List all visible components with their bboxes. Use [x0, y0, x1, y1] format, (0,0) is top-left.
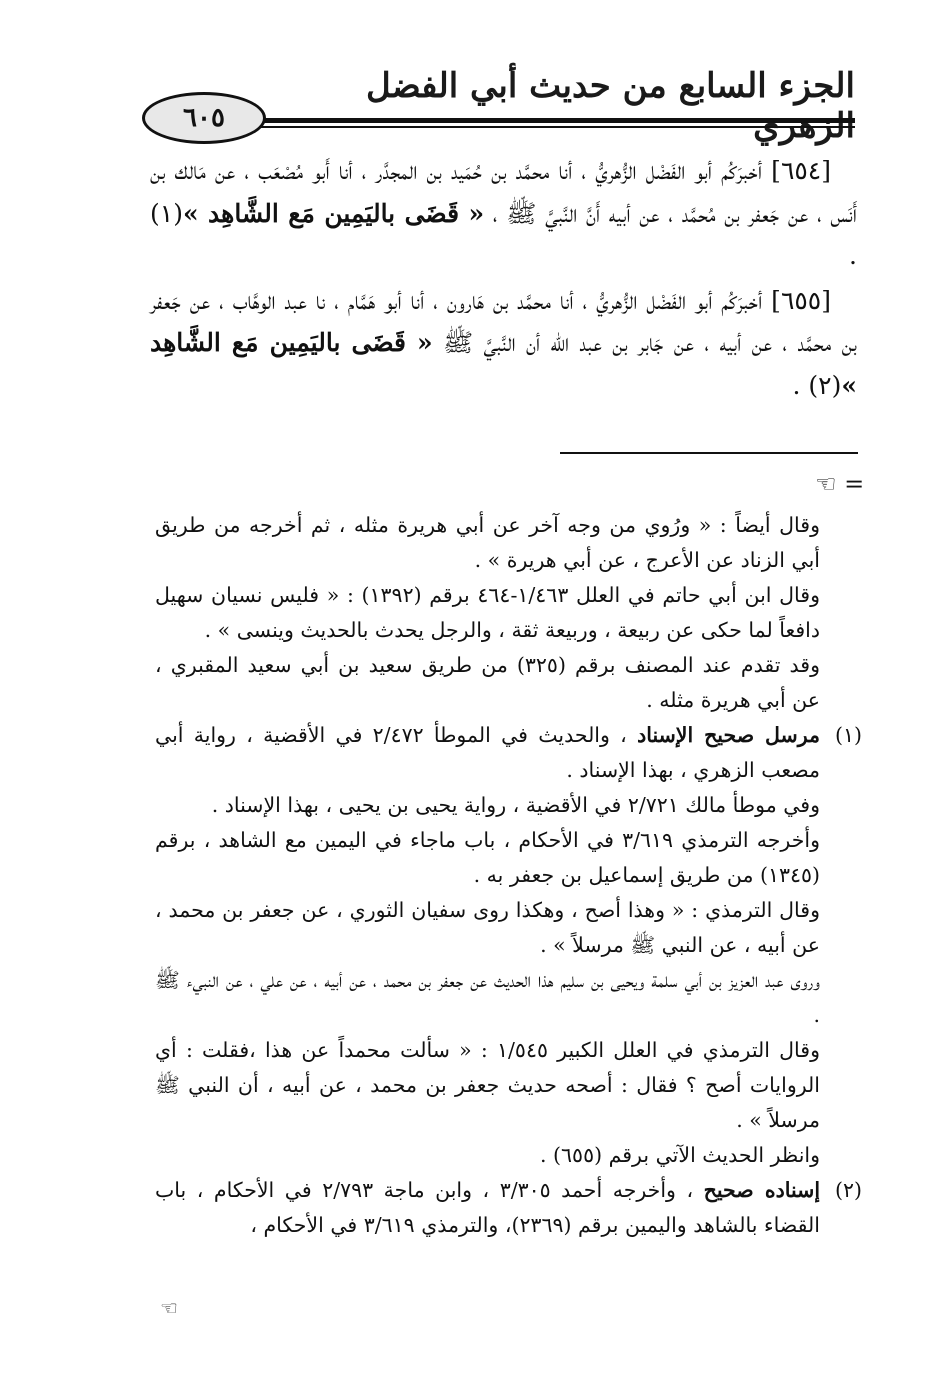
- footnote-2: [155, 1173, 862, 1243]
- note-line: وقد تقدم عند المصنف برقم (٣٢٥) من طريق سعيد بن أبي سعيد المقبري ، عن أبي هريرة مثله .: [155, 653, 820, 712]
- hadith-tail: (٢) .: [792, 370, 842, 400]
- footnote-grade: إسناده صحيح: [703, 1178, 821, 1202]
- note-line: وقال الترمذي في العلل الكبير ١/٥٤٥ : « سألت محمداً عن هذا ،فقلت : أي الروايات أصح ؟ فقال : أصحه حديث جعفر بن محمد ، عن أبيه ، أن النبي ﷺ مرسلاً » .: [155, 1038, 821, 1132]
- header-rule-thin: [236, 126, 855, 128]
- hadith-tail: (١) .: [150, 198, 857, 270]
- hadith-655: [150, 280, 857, 408]
- running-header-title: الجزء السابع من حديث أبي الفضل: [365, 66, 855, 106]
- footnote-separator: [560, 452, 858, 454]
- hadith-654: [150, 150, 857, 278]
- note-line: وأخرجه الترمذي ٣/٦١٩ في الأحكام ، باب ماجاء في اليمين مع الشاهد ، برقم (١٣٤٥) من طريق إسماعيل بن جعفر به .: [155, 828, 820, 887]
- page-continue-icon: ☜: [160, 1296, 178, 1320]
- note-line: وقال الترمذي : « وهذا أصح ، وهكذا روى سفيان الثوري ، عن جعفر بن محمد ، عن أبيه ، عن النبي ﷺ مرسلاً » .: [155, 898, 820, 957]
- footnote-1: [155, 718, 862, 788]
- footnote-grade: مرسل صحيح الإسناد: [637, 723, 821, 747]
- hadith-quote: « قَضَى باليَمِين مَع الشَّاهِد »: [182, 198, 485, 228]
- footnote-lead: ، وأخرجه أحمد ٣/٣٠٥ ، وابن ماجة ٢/٧٩٣ في الأحكام ، باب القضاء بالشاهد واليمين برقم (٢٣٦٩)، والترمذي ٣/٦١٩ في الأحكام ،: [155, 1178, 820, 1237]
- note-line: وقال أيضاً : « ورُوي من وجه آخر عن أبي هريرة مثله ، ثم أخرجه من طريق أبي الزناد عن الأعرج ، عن أبي هريرة » .: [155, 513, 820, 572]
- header-rule: [236, 118, 855, 123]
- hadith-text: [٦٥٥] أخبرَكُم أبو الفَضْل الزُّهريُّ ، أنا محمَّد بن هَارون ، أنا أبو هَمَّام ، نا عبد الوهَّاب ، عن جَعفر بن محمَّد ، عن أبيه ، عن جَابر بن عبد الله أن النَّبيَّ ﷺ: [150, 285, 857, 357]
- note-line: وانظر الحديث الآتي برقم (٦٥٥) .: [540, 1143, 820, 1167]
- footnote-lead: ، والحديث في الموطأ ٢/٤٧٢ في الأقضية ، رواية أبي مصعب الزهري ، بهذا الإسناد .: [155, 723, 820, 782]
- continuation-marker: = ☜: [815, 470, 865, 498]
- main-text: [150, 150, 857, 407]
- note-line: وروى عبد العزيز بن أبي سلمة ويحيى بن سليم هذا الحديث عن جعفر بن محمد ، عن أبيه ، عن علي ، عن النبيء ﷺ .: [155, 968, 820, 1027]
- note-line: وقال ابن أبي حاتم في العلل ١/٤٦٣-٤٦٤ برقم (١٣٩٢) : « فليس نسيان سهيل دافعاً لما حكى عن ربيعة ، وربيعة ثقة ، والرجل يحدث بالحديث وينسى » .: [155, 583, 820, 642]
- hadith-text: [٦٥٤] أخبرَكُم أبو الفَضْل الزُّهريُّ ، أنا محمَّد بن حُمَيد بن المجدَّر ، أنا أَبو مُصْعَب ، عن مَالك بن أَنَس ، عن جَعفر بن مُحمَّد ، عن أبيه أَنَّ النَّبيَّ ﷺ ،: [150, 156, 857, 228]
- hadith-quote: « قَضَى باليَمِين مَع الشَّاهِد »: [150, 328, 857, 400]
- footnotes: [155, 508, 862, 1243]
- footnote-number: (٢): [834, 1178, 862, 1202]
- page-number-badge: ٦٠٥: [142, 92, 266, 144]
- note-line: وفي موطأ مالك ٢/٧٢١ في الأقضية ، رواية يحيى بن يحيى ، بهذا الإسناد .: [211, 793, 820, 817]
- footnote-number: (١): [834, 723, 862, 747]
